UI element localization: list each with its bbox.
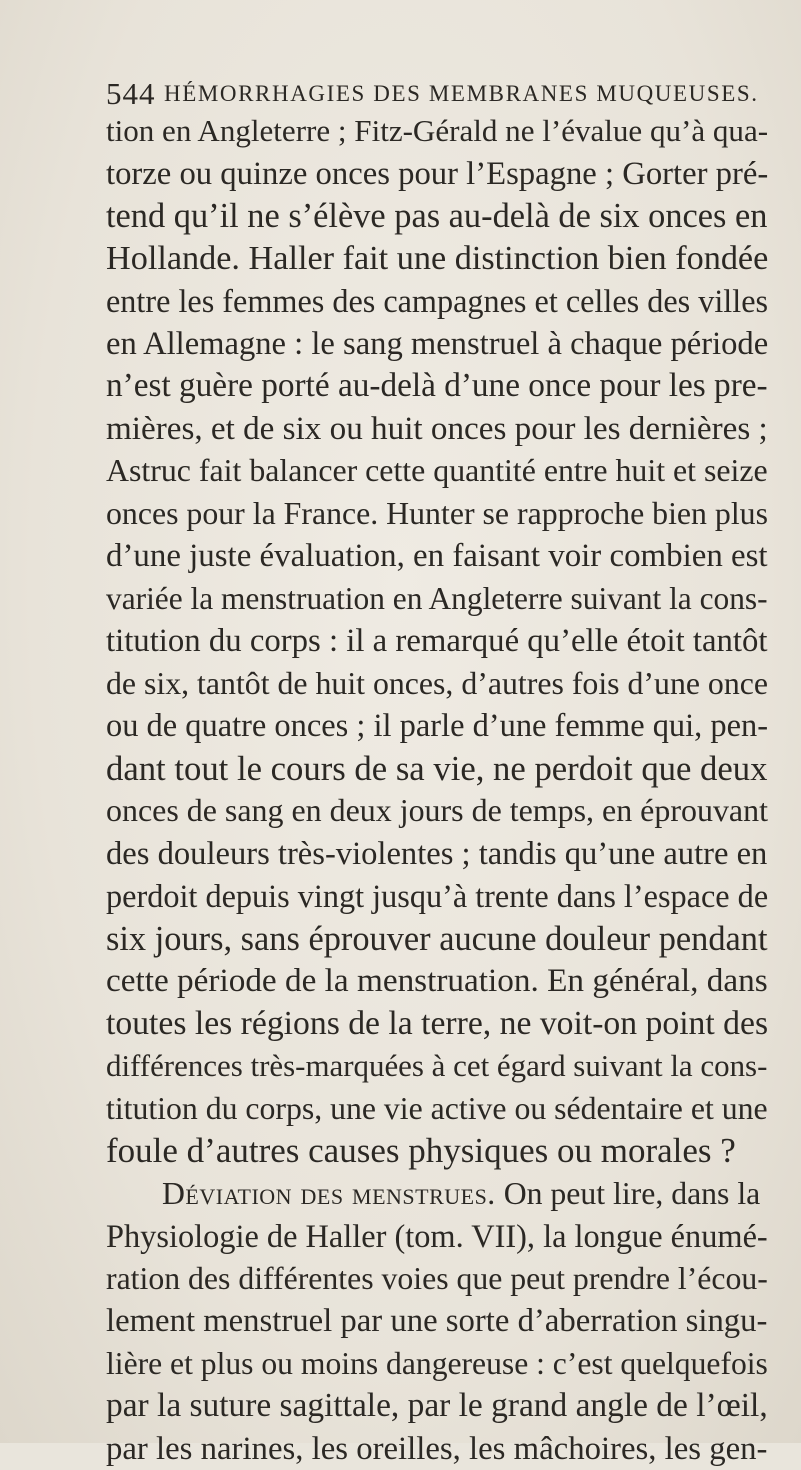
text-line: des douleurs très-violentes ; tandis qu’une autre en [106,833,768,876]
text-line: six jours, sans éprouver aucune douleur pendant [106,918,768,961]
text-line: cette période de la menstruation. En général, dans [106,960,768,1003]
text-line: par les narines, les oreilles, les mâchoires, les gen- [106,1428,768,1470]
text-line: en Allemagne : le sang menstruel à chaque période [106,323,768,366]
text-line: toutes les régions de la terre, ne voit-on point des [106,1003,768,1046]
text-line: torze ou quinze onces pour l’Espagne ; Gorter pré- [106,153,768,196]
text-line: Hollande. Haller fait une distinction bien fondée [106,238,768,281]
section-heading: Déviation des menstrues. [162,1176,496,1211]
page-number: 544 [106,76,156,112]
text-line: variée la menstruation en Angleterre suivant la cons- [106,578,768,621]
text-span: On peut lire, dans la [504,1176,761,1211]
text-line: perdoit depuis vingt jusqu’à trente dans l’espace de [106,875,768,918]
text-line: n’est guère porté au-delà d’une once pour les pre- [106,365,768,408]
text-line: d’une juste évaluation, en faisant voir combien est [106,535,768,578]
text-line: dant tout le cours de sa vie, ne perdoit que deux [106,748,768,791]
text-line: entre les femmes des campagnes et celles des villes [106,280,768,323]
text-line: onces de sang en deux jours de temps, en éprouvant [106,790,768,833]
text-line: lement menstruel par une sorte d’aberration singu- [106,1300,768,1343]
text-line: Astruc fait balancer cette quantité entre huit et seize [106,450,768,493]
text-line: tend qu’il ne s’élève pas au-delà de six onces en [106,195,768,238]
text-line: tion en Angleterre ; Fitz-Gérald ne l’évalue qu’à qua- [106,110,768,153]
body-text [106,110,768,1470]
paragraph-1 [106,110,768,1173]
running-title: HÉMORRHAGIES DES MEMBRANES MUQUEUSES. [164,81,759,107]
text-line-with-heading [106,1173,768,1216]
text-line: différences très-marquées à cet égard suivant la cons- [106,1045,768,1088]
text-line: foule d’autres causes physiques ou morales ? [106,1130,768,1173]
page-header [106,72,746,112]
text-line: onces pour la France. Hunter se rapproche bien plus [106,493,768,536]
text-line: ration des différentes voies que peut prendre l’écou- [106,1258,768,1301]
text-line: Physiologie de Haller (tom. VII), la longue énumé- [106,1215,768,1258]
text-line: par la suture sagittale, par le grand angle de l’œil, [106,1385,768,1428]
text-line: titution du corps : il a remarqué qu’elle étoit tantôt [106,620,768,663]
text-line: de six, tantôt de huit onces, d’autres fois d’une once [106,663,768,706]
text-line: titution du corps, une vie active ou sédentaire et une [106,1088,768,1131]
paragraph-2 [106,1173,768,1470]
text-line: mières, et de six ou huit onces pour les dernières ; [106,408,768,451]
text-line: ou de quatre onces ; il parle d’une femme qui, pen- [106,705,768,748]
text-line: lière et plus ou moins dangereuse : c’est quelquefois [106,1343,768,1386]
